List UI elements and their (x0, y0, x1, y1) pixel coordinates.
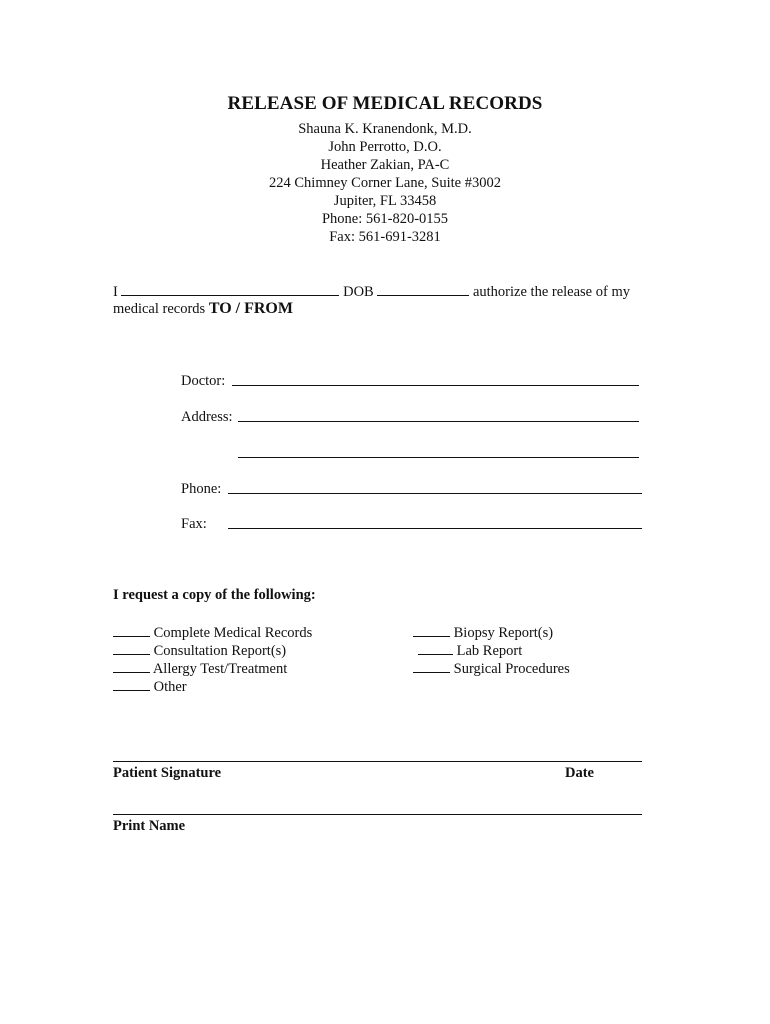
request-item-label: Biopsy Report(s) (453, 625, 554, 641)
header-phone: Phone: 561-820-0155 (321, 211, 449, 227)
checkbox-blank[interactable] (113, 623, 150, 637)
doctor-field-line[interactable] (232, 385, 639, 386)
authorization-prefix: I (113, 284, 118, 300)
patient-name-blank[interactable] (121, 282, 339, 296)
address-field-line-2[interactable] (238, 457, 639, 458)
document-title: RELEASE OF MEDICAL RECORDS (227, 93, 543, 114)
header-physician-3: Heather Zakian, PA-C (320, 157, 450, 173)
date-label: Date (565, 765, 594, 781)
request-item-complete-records (113, 623, 312, 642)
header-physician-2: John Perrotto, D.O. (328, 139, 442, 155)
request-item-biopsy (413, 623, 553, 642)
request-item-other (113, 677, 187, 696)
phone-field-line[interactable] (228, 493, 642, 494)
request-item-label: Complete Medical Records (153, 625, 313, 641)
checkbox-blank[interactable] (113, 641, 150, 655)
header-physician-1: Shauna K. Kranendonk, M.D. (298, 121, 472, 137)
print-name-line[interactable] (113, 814, 642, 815)
request-item-label: Other (153, 679, 187, 695)
fax-label: Fax: (181, 516, 207, 532)
request-item-label: Lab Report (456, 643, 523, 659)
request-item-lab (418, 641, 522, 660)
checkbox-blank[interactable] (413, 623, 450, 637)
records-text: medical records (113, 301, 206, 317)
request-item-label: Allergy Test/Treatment (152, 661, 288, 677)
fax-field-line[interactable] (228, 528, 642, 529)
header-street-address: 224 Chimney Corner Lane, Suite #3002 (269, 175, 501, 191)
request-item-consultation (113, 641, 286, 660)
header-fax: Fax: 561-691-3281 (329, 229, 441, 245)
print-name-label: Print Name (113, 818, 186, 834)
authorize-text: authorize the release of my (472, 284, 630, 300)
request-item-allergy (113, 659, 287, 678)
doctor-label: Doctor: (181, 373, 226, 389)
dob-label: DOB (343, 284, 374, 300)
checkbox-blank[interactable] (113, 677, 150, 691)
authorization-line (113, 282, 630, 301)
checkbox-blank[interactable] (113, 659, 150, 673)
address-label: Address: (181, 409, 233, 425)
records-line (113, 300, 293, 318)
header-city-state: Jupiter, FL 33458 (333, 193, 437, 209)
address-field-line-1[interactable] (238, 421, 639, 422)
checkbox-blank[interactable] (413, 659, 450, 673)
request-item-label: Surgical Procedures (453, 661, 570, 677)
checkbox-blank[interactable] (418, 641, 453, 655)
patient-signature-label: Patient Signature (113, 765, 222, 781)
phone-label: Phone: (181, 481, 222, 497)
dob-blank[interactable] (377, 282, 469, 296)
request-heading: I request a copy of the following: (113, 587, 316, 603)
request-item-label: Consultation Report(s) (153, 643, 287, 659)
to-from-label: TO / FROM (208, 300, 293, 317)
patient-signature-line[interactable] (113, 761, 642, 762)
request-item-surgical (413, 659, 570, 678)
